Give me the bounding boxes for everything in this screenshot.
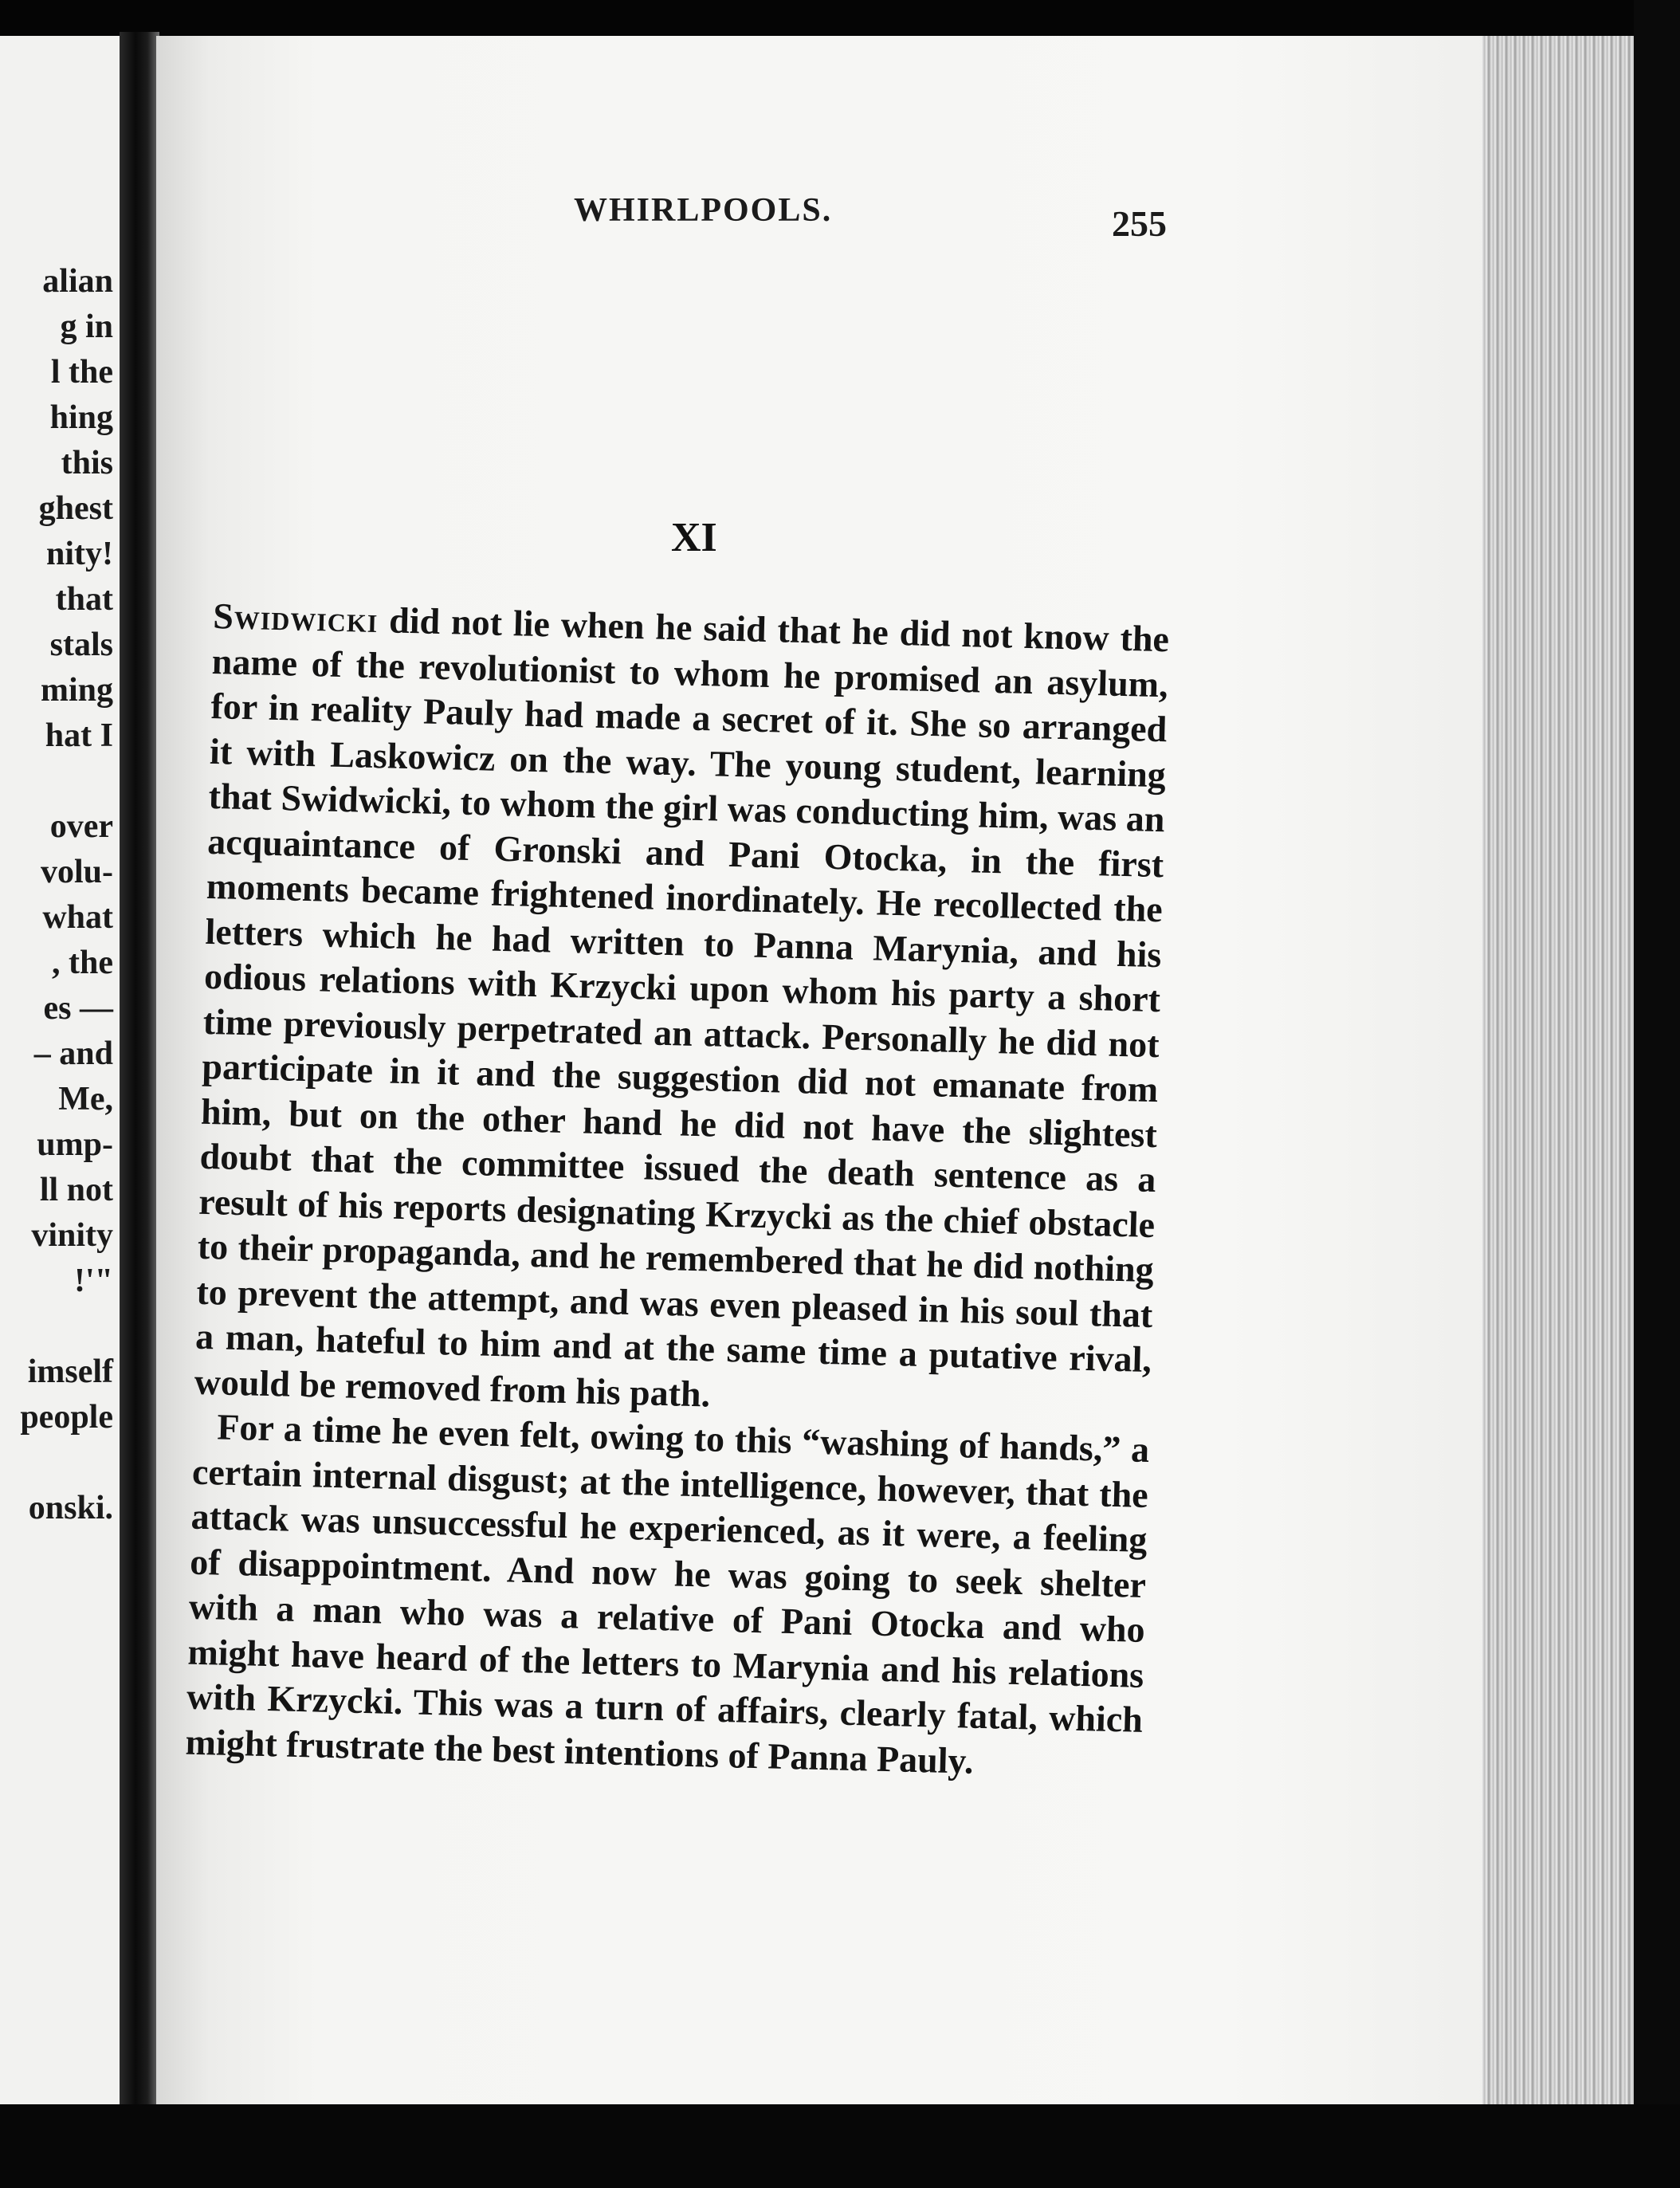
paragraph-text: For a time he even felt, owing to this “washing of hands,” a certain internal disgust; at the intelligence, however, that the attack was unsuccessful he experienced, as it were, a feeling of disappointment. And now he was going to seek shelter with a man who was a relative of Pani Otocka and who might have heard of the letters to Marynia and his relations with Krzycki. This was a turn of affairs, clearly fatal, which might frustrate the best intentions of Panna Pauly. xyxy=(185,1406,1150,1781)
scan-bottom-border xyxy=(0,2104,1680,2188)
fragment-gap xyxy=(20,759,113,804)
facing-page-line-fragment: stals xyxy=(49,627,113,663)
facing-page-line-fragment: vinity xyxy=(31,1217,113,1254)
facing-page-line-fragment: hing xyxy=(49,399,113,436)
facing-page-line-fragment: imself xyxy=(27,1353,113,1390)
facing-page-line-fragment: ming xyxy=(40,672,113,709)
facing-page-line-fragment: ll not xyxy=(39,1172,113,1208)
facing-page-line-fragment: this xyxy=(61,445,113,481)
paragraph-text: did not lie when he said that he did not know the name of the revolutionist to whom he promised an asylum, for in reality Pauly had made a secret of it. She so arranged it with Laskowicz on the way. The young student, learning that Swidwicki, to whom the girl was conducting him, was an acquaintance of Gronski and Pani Otocka, in the first moments became frightened inordinately. He recollected the letters which he had written to Panna Marynia, and his odious relations with Krzycki upon whom his party a short time previously perpetrated an attack. Personally he did not participate in it and the suggestion did not emanate from him, but on the other hand he did not have the slightest doubt that the committee issued the death sentence as a result of his reports designating Krzycki as the chief obstacle to their propaganda, and he remembered that he did nothing to prevent the attempt, and was even pleased in his soul that a man, hateful to him and at the same time a putative rival, would be removed from his path. xyxy=(194,599,1170,1415)
facing-page-line-fragment: , the xyxy=(52,945,113,981)
facing-page-line-fragment: es — xyxy=(43,990,113,1027)
fragment-gap xyxy=(20,1440,113,1486)
book-gutter xyxy=(120,32,159,2120)
facing-page-line-fragment: alian xyxy=(42,263,113,300)
facing-page-line-fragment: !'" xyxy=(74,1263,113,1299)
facing-page-line-fragment: ump- xyxy=(37,1126,113,1163)
page-number: 255 xyxy=(1112,203,1167,244)
facing-page-line-fragment: l the xyxy=(50,354,113,391)
facing-page-text-fragments xyxy=(20,259,113,1531)
paragraph-lead-word: Swidwicki xyxy=(212,595,379,641)
chapter-heading: XI xyxy=(671,515,717,560)
scan-right-border xyxy=(1634,0,1680,2188)
facing-page-line-fragment: what xyxy=(42,899,113,936)
facing-page-line-fragment: that xyxy=(55,581,113,618)
facing-page-line-fragment: over xyxy=(49,808,113,845)
fragment-gap xyxy=(20,1304,113,1349)
facing-page-line-fragment: hat I xyxy=(45,717,113,754)
facing-page-line-fragment: ghest xyxy=(38,490,113,527)
running-header-title: WHIRLPOOLS. xyxy=(574,192,833,229)
facing-page-line-fragment: people xyxy=(20,1399,113,1436)
facing-page-left xyxy=(0,36,128,2108)
facing-page-line-fragment: g in xyxy=(60,308,113,345)
facing-page-line-fragment: volu- xyxy=(40,854,113,890)
paragraph-1 xyxy=(194,594,1169,1428)
facing-page-line-fragment: Me, xyxy=(58,1081,113,1118)
facing-page-line-fragment: nity! xyxy=(46,536,113,572)
page-edges xyxy=(1482,36,1642,2108)
facing-page-line-fragment: – and xyxy=(33,1035,113,1072)
paragraph-2 xyxy=(185,1404,1150,1788)
chapter-body xyxy=(185,594,1170,1788)
facing-page-line-fragment: onski. xyxy=(28,1490,113,1526)
